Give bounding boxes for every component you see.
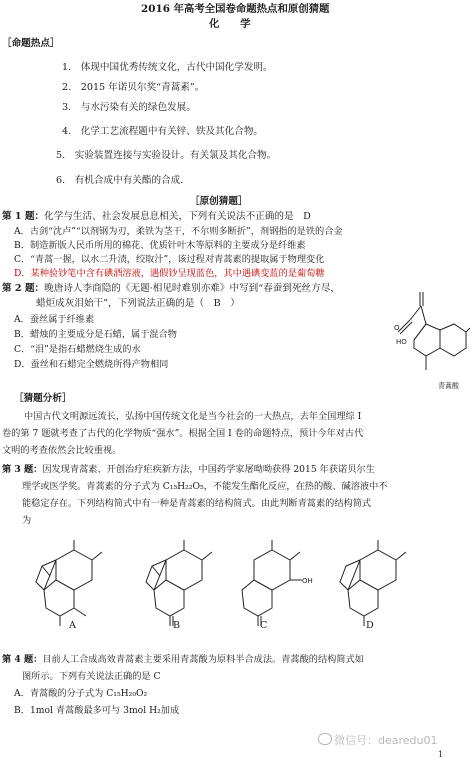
- hot-item-2: 2. 2015 年诺贝尔奖“青蒿素”。: [62, 82, 205, 93]
- q2-option-a: A．蚕丝属于纤维素: [14, 314, 95, 325]
- hot-item-4: 4. 化学工艺流程题中有关锌、铁及其化合物。: [62, 126, 264, 137]
- analysis-line-3: 文明的考查依然会比较重视。: [2, 445, 122, 456]
- q2-option-b: B．蜡烛的主要成分是石蜡，属于混合物: [14, 329, 177, 340]
- q3-stem-line-4: 为: [22, 515, 68, 526]
- structure-label-a: A: [69, 620, 76, 631]
- wechat-icon: [318, 733, 332, 745]
- q1-option-b: B．制造新版人民币所用的棉花、优质针叶木等原料的主要成分是纤维素: [14, 240, 306, 251]
- artemisinic-acid-structure: [392, 284, 472, 396]
- orig-section-label: ［原创猜题］: [190, 196, 248, 207]
- q4-stem-line-2: 图所示。下列有关说法正确的是 C: [22, 671, 161, 682]
- mol-caption: 青蒿酸: [438, 382, 459, 390]
- q1-head: 第 1 题：: [2, 211, 45, 222]
- mol-ho-label: HO: [396, 338, 407, 346]
- q4-stem-text-1: 目前人工合成高效青蒿素主要采用青蒿酸为原料半合成法。青蒿酸的结构简式如: [42, 654, 364, 665]
- subject-title: 化 学: [209, 18, 251, 30]
- q1-stem: [2, 211, 311, 223]
- q1-stem-text: 化学与生活、社会发展息息相关，下列有关说法不正确的是 D: [44, 211, 311, 222]
- q1-option-d: D．某种验钞笔中含有碘酒溶液，遇假钞呈现蓝色，其中遇碘变蓝的是葡萄糖: [14, 268, 325, 279]
- hot-item-1: 1. 体现中国优秀传统文化，古代中国化学发明。: [62, 62, 273, 73]
- structure-d: [334, 538, 422, 630]
- structure-b: [140, 538, 228, 630]
- q3-stem-line-3: 能稳定存在。下列结构简式中有一种是青蒿素的结构简式。由此判断青蒿素的结构简式: [22, 498, 372, 509]
- structure-c: [228, 538, 316, 630]
- analysis-label: ［猜题分析］: [14, 393, 72, 404]
- q1-option-a: A．古剑“沈卢”“以剂钢为刃，柔铁为茎干，不尔则多断折”，剂钢指的是铁的合金: [14, 226, 343, 237]
- hot-item-6: 6. 有机合成中有关酯的合成.: [56, 175, 184, 186]
- hot-section-label: ［命题热点］: [2, 38, 60, 49]
- structure-a: [30, 538, 118, 630]
- q3-stem-line-2: 理学或医学奖。青蒿素的分子式为 C₁₅H₂₂O₅，不能发生酯化反应，在热的酸、碱溶液中不: [22, 481, 388, 492]
- q4-head: 第 4 题：: [2, 654, 43, 665]
- q2-head: 第 2 题：: [2, 283, 45, 294]
- q4-option-b: B．1mol 青蒿酸最多可与 3mol H₂加成: [14, 705, 180, 716]
- q2-stem-text-1: 晚唐诗人李商隐的《无题·相见时难别亦难》中写到“春蚕到死丝方尽，: [44, 283, 340, 294]
- hot-item-3: 3. 与水污染有关的绿色发展。: [62, 102, 196, 113]
- q4-option-a: A．青蒿酸的分子式为 C₁₅H₂₀O₂: [14, 688, 148, 699]
- analysis-line-1: 中国古代文明源远流长，弘扬中国传统文化是当今社会的一大热点，去年全国理综 I: [24, 411, 362, 422]
- q2-stem-line-2: 蜡炬成灰泪始干”，下列说法正确的是（ B ）: [36, 298, 240, 309]
- q3-head: 第 3 题：: [2, 464, 43, 475]
- watermark-text: 微信号：dearedu01: [334, 734, 438, 747]
- q2-option-c: C．“泪”是指石蜡燃烧生成的水: [14, 344, 141, 355]
- q1-option-c: C．“青蒿一握，以水二升渍，绞取汁”，该过程对青蒿素的提取属于物理变化: [14, 254, 325, 265]
- structure-label-c: C: [260, 620, 268, 631]
- hot-item-5: 5. 实验装置连接与实验设计。有关氯及其化合物。: [56, 150, 277, 161]
- watermark: [318, 733, 438, 748]
- q2-option-d: D．蚕丝和石蜡完全燃烧所得产物相同: [14, 359, 169, 370]
- q3-stem-text-1: 因发现青蒿素、开创治疗疟疾新方法，中国药学家屠呦呦获得 2015 年获诺贝尔生: [42, 464, 375, 475]
- document-title: 2016 年高考全国卷命题热点和原创猜题: [141, 3, 330, 15]
- analysis-line-2: 卷的第 7 题就考查了古代的化学物质“强水”。根据全国 I 卷的命题特点，预计今年对古代: [2, 428, 364, 439]
- page-number: 1: [438, 750, 444, 759]
- oh-label: OH: [302, 577, 313, 585]
- structure-label-d: D: [366, 620, 374, 631]
- mol-o-label: O: [394, 324, 400, 332]
- q3-stem-line-1: [2, 464, 375, 476]
- q2-stem-line-1: [2, 283, 340, 295]
- structure-label-b: B: [173, 620, 181, 631]
- q4-stem-line-1: [2, 654, 364, 666]
